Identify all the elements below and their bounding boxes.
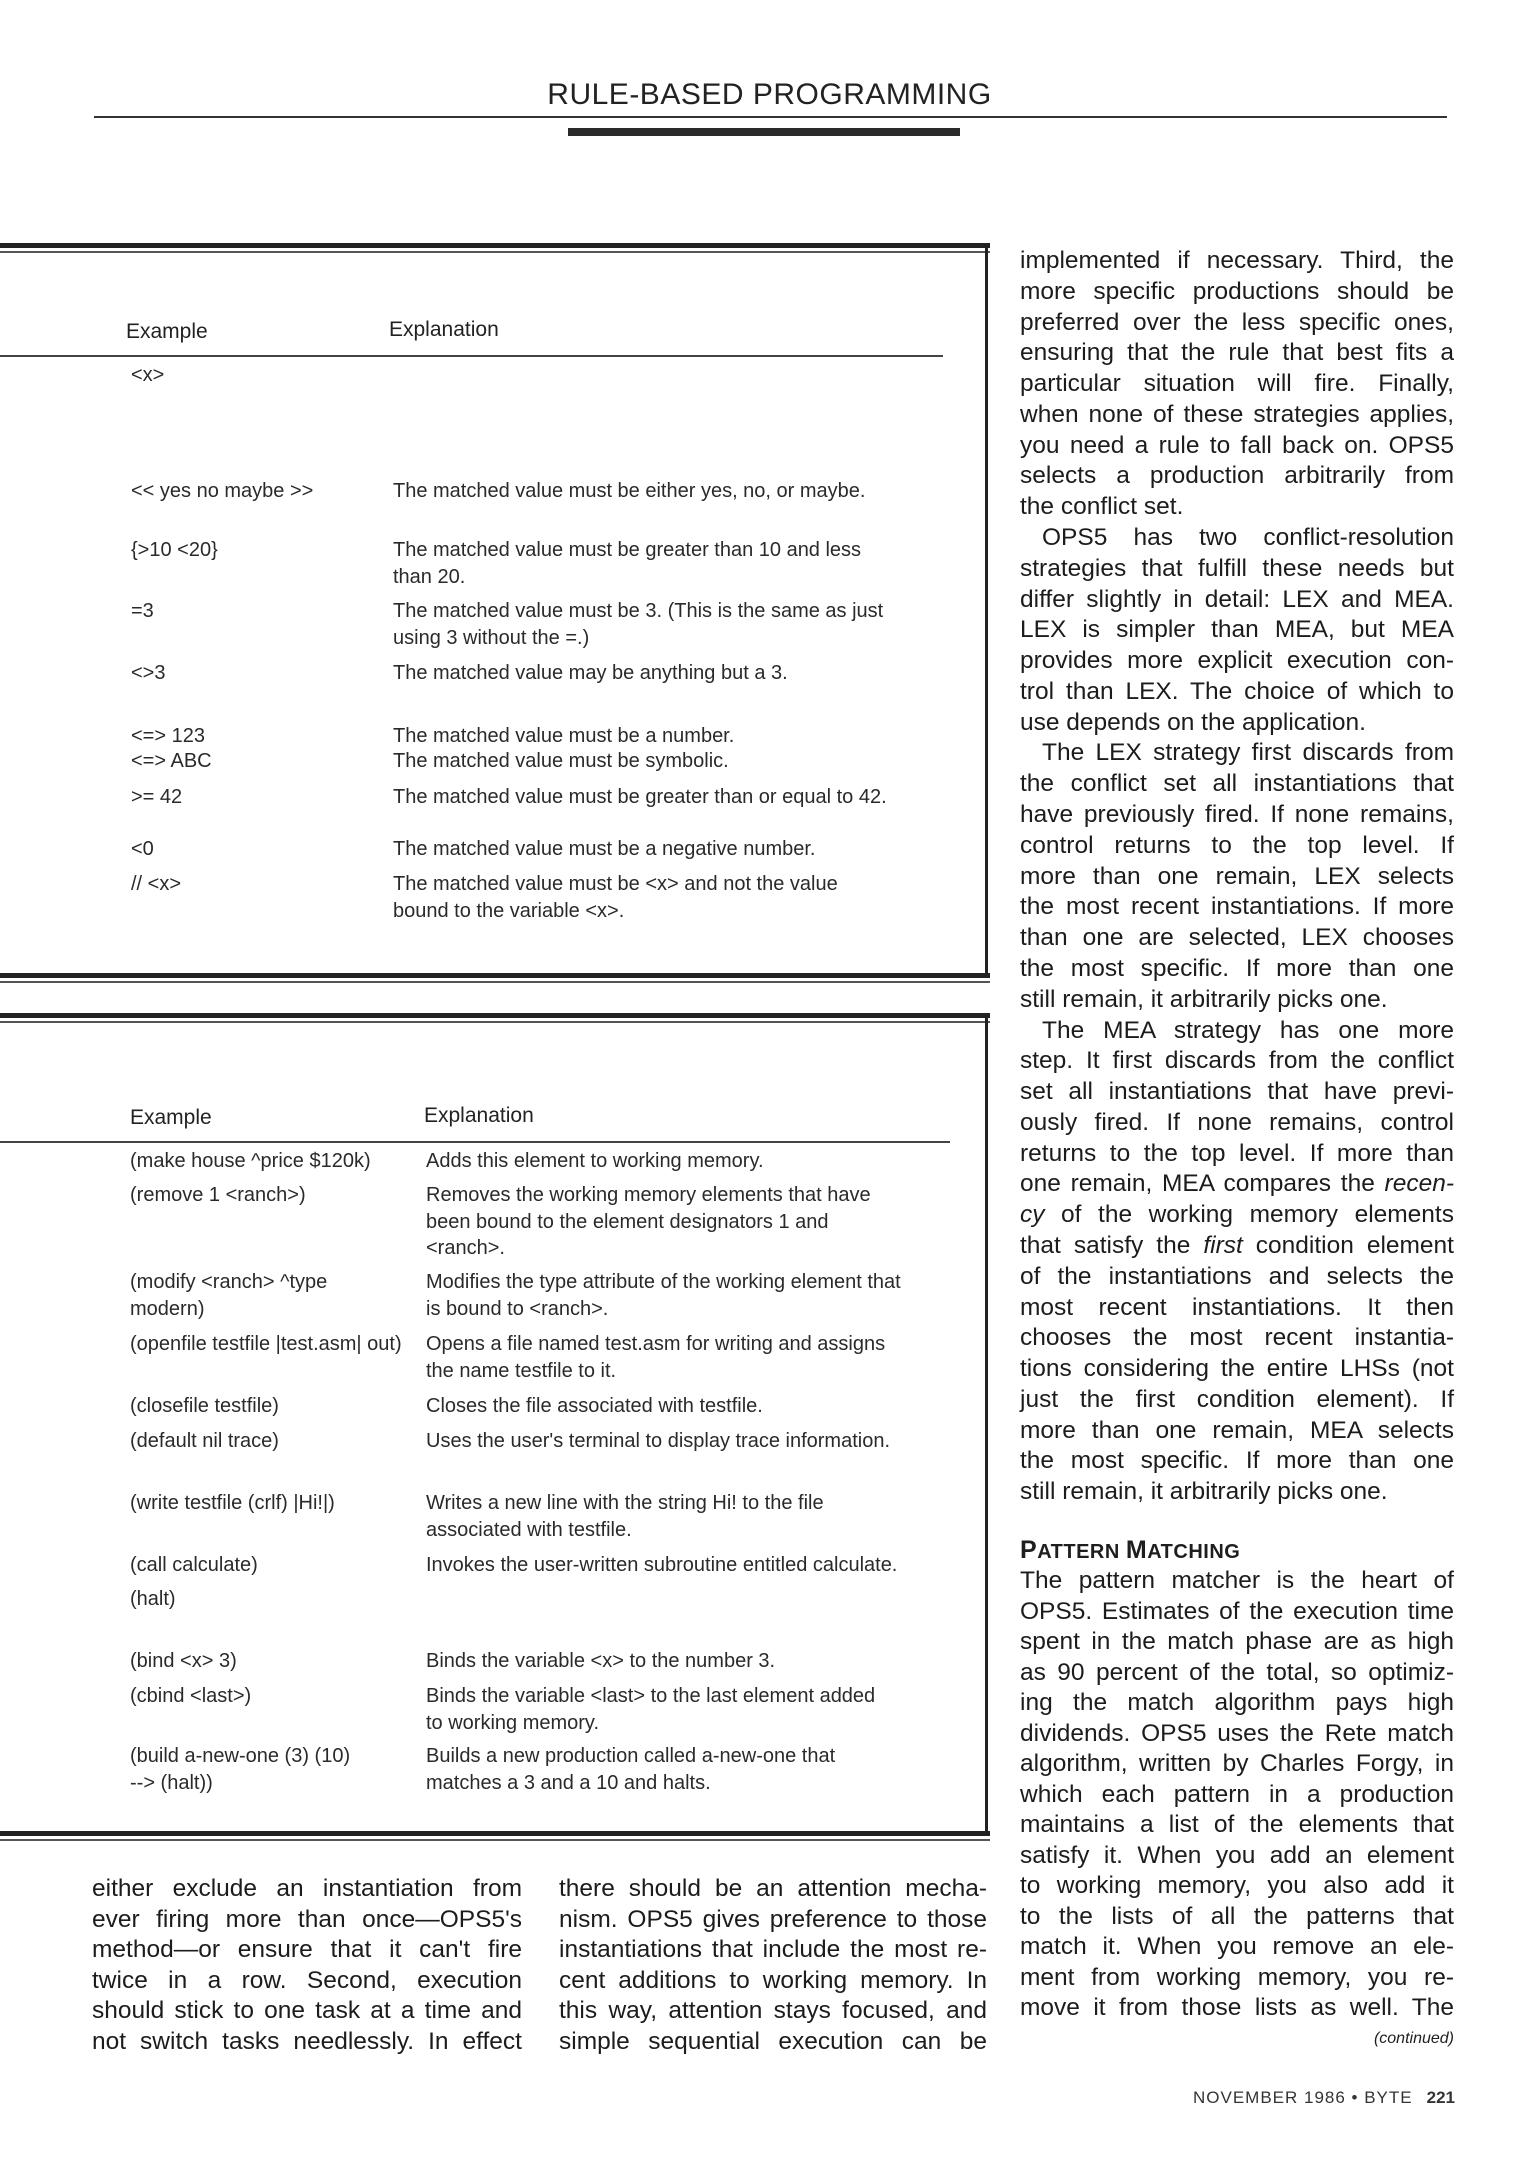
text-line: the conflict set all instantiations that [1020,770,1454,798]
table2-right-border [985,1013,988,1835]
text-line: you need a rule to fall back on. OPS5 [1020,431,1454,459]
text-line: The pattern matcher is the heart of [1020,1567,1454,1594]
text-line [1020,1200,1454,1230]
text-line: returns to the top level. If more than [1020,1139,1454,1167]
text-line: match it. When you remove an ele- [1020,1933,1454,1960]
text-line: method—or ensure that it can't fire [92,1936,522,1964]
example-cell: {>10 <20} [131,539,218,561]
explanation-cell: The matched value must be symbolic. [393,750,729,772]
explanation-cell: Uses the user's terminal to display trace information. [426,1430,891,1452]
table2-top-bar [0,1013,990,1018]
example-cell: (call calculate) [130,1554,258,1576]
text-line: maintains a list of the elements that [1020,1811,1454,1838]
text-line: strategies that fulfill these needs but [1020,554,1454,582]
example-cell: (openfile testfile |test.asm| out) [130,1333,402,1355]
text-line: The LEX strategy first discards from [1042,739,1454,767]
text-line: not switch tasks needlessly. In effect [92,2028,522,2055]
table2-bottom-bar [0,1831,990,1836]
table1-top-rule [0,251,990,253]
text-segment: that satisfy the [1020,1231,1204,1259]
text-line: The MEA strategy has one more [1042,1016,1454,1044]
text-line: provides more explicit execution con- [1020,647,1454,675]
text-line [1020,1231,1454,1261]
text-line: nism. OPS5 gives preference to those [559,1905,987,1933]
text-segment: one remain, MEA compares the [1020,1170,1385,1198]
text-line: implemented if necessary. Third, the [1020,247,1454,274]
text-line: move it from those lists as well. The [1020,1994,1454,2021]
section-heading-pattern-matching [1020,1536,1240,1565]
explanation-cell: Adds this element to working memory. [426,1150,764,1172]
table2-bottom-rule [0,1839,990,1841]
explanation-cell: The matched value may be anything but a 3. [393,662,788,684]
text-line: satisfy it. When you add an element [1020,1841,1454,1869]
text-line: preferred over the less specific ones, [1020,308,1454,336]
text-line: the most specific. If more than one [1020,954,1454,982]
text-line: there should be an attention mecha- [559,1875,987,1902]
text-line: tions considering the entire LHSs (not [1020,1355,1454,1383]
explanation-cell: bound to the variable <x>. [393,899,625,922]
header-bar [568,128,960,136]
heading-part: M [1125,1536,1148,1564]
explanation-cell: The matched value must be <x> and not the value [393,873,838,895]
text-line: algorithm, written by Charles Forgy, in [1020,1750,1454,1777]
example-cell: (modify <ranch> ^type [130,1271,328,1293]
example-cell: (halt) [130,1588,176,1610]
table1-bottom-bar [0,973,990,978]
explanation-cell: to working memory. [426,1711,600,1734]
text-line: still remain, it arbitrarily picks one. [1020,1478,1388,1506]
explanation-cell: The matched value must be greater than or equal to 42. [393,786,887,808]
example-cell: (remove 1 <ranch>) [130,1184,306,1206]
text-line: just the first condition element). If [1020,1385,1454,1413]
explanation-cell: The matched value must be a negative number. [393,838,816,860]
example-cell: modern) [130,1297,205,1320]
text-line: most recent instantiations. It then [1020,1293,1454,1321]
page-footer [1193,2088,1455,2108]
explanation-cell: Modifies the type attribute of the working element that [426,1271,901,1293]
table1-bottom-rule [0,981,990,983]
emphasis-segment: first [1203,1231,1243,1259]
header-rule [94,116,1447,118]
example-cell: <>3 [131,662,166,684]
explanation-cell: Binds the variable <x> to the number 3. [426,1650,776,1672]
table2-top-rule [0,1021,990,1023]
text-line: LEX is simpler than MEA, but MEA [1020,616,1454,644]
explanation-cell: The matched value must be greater than 10 and less [393,539,862,561]
text-line: simple sequential execution can be [559,2028,987,2055]
example-cell: << yes no maybe >> [131,480,314,502]
text-line: control returns to the top level. If [1020,831,1454,859]
example-cell: (closefile testfile) [130,1395,279,1417]
text-line: OPS5 has two conflict-resolution [1042,524,1454,552]
text-line: as 90 percent of the total, so optimiz- [1020,1658,1454,1686]
heading-part: P [1020,1536,1038,1564]
example-cell: (bind <x> 3) [130,1650,237,1672]
explanation-cell: Invokes the user-written subroutine entitled calculate. [426,1554,898,1576]
explanation-cell: The matched value must be either yes, no, or maybe. [393,480,866,502]
example-cell: <x> [131,364,165,386]
issue-date: NOVEMBER 1986 • BYTE [1192,2088,1413,2107]
table1-right-border [985,243,988,978]
text-line: ment from working memory, you re- [1020,1963,1454,1991]
example-cell: // <x> [131,873,182,895]
explanation-cell: <ranch>. [426,1237,505,1259]
text-line: the conflict set. [1020,493,1184,521]
page-number: 221 [1426,2088,1455,2107]
table1-header-rule [0,355,943,357]
text-line: ever firing more than once—OPS5's [92,1905,522,1933]
text-line: trol than LEX. The choice of which to [1020,677,1454,705]
table1-top-bar [0,243,990,248]
heading-part: ATCHING [1147,1541,1241,1563]
text-line: ensuring that the rule that best fits a [1020,339,1454,367]
text-line: use depends on the application. [1020,708,1366,736]
example-cell: <=> 123 [131,725,205,747]
explanation-cell: Opens a file named test.asm for writing and assigns [426,1333,886,1355]
text-line: should stick to one task at a time and [92,1997,522,2025]
example-cell: --> (halt)) [130,1771,213,1794]
text-line: more specific productions should be [1020,277,1454,305]
text-line: when none of these strategies applies, [1020,400,1454,428]
table2-header-example: Example [130,1106,212,1129]
text-line: to the lists of all the patterns that [1020,1902,1454,1930]
explanation-cell: Writes a new line with the string Hi! to the file [426,1492,824,1514]
text-line: step. It first discards from the conflict [1020,1047,1454,1075]
table1-header-explanation: Explanation [389,318,499,341]
explanation-cell: using 3 without the =.) [393,626,590,649]
example-cell: (default nil trace) [130,1430,279,1452]
text-line: particular situation will fire. Finally, [1020,370,1454,398]
example-cell: <0 [131,838,154,860]
text-line: more than one remain, LEX selects [1020,862,1454,890]
example-cell: (cbind <last>) [130,1685,252,1707]
explanation-cell: The matched value must be 3. (This is the same as just [393,600,884,622]
example-cell: (write testfile (crlf) |Hi!|) [130,1492,335,1514]
text-line: the most specific. If more than one [1020,1447,1454,1475]
explanation-cell: associated with testfile. [426,1518,632,1541]
text-line: this way, attention stays focused, and [559,1997,987,2025]
emphasis-segment: recen- [1384,1170,1454,1198]
explanation-cell: Removes the working memory elements that have [426,1184,871,1206]
explanation-cell: Builds a new production called a-new-one that [426,1745,836,1767]
explanation-cell: Binds the variable <last> to the last element added [426,1685,876,1707]
explanation-cell: the name testfile to it. [426,1359,617,1382]
explanation-cell: matches a 3 and a 10 and halts. [426,1771,711,1794]
example-cell: (make house ^price $120k) [130,1150,371,1172]
table2-header-explanation: Explanation [424,1104,534,1127]
text-line [1020,1169,1454,1199]
table2-header-rule [0,1141,950,1143]
table1-header-example: Example [126,320,208,343]
explanation-cell: Closes the file associated with testfile. [426,1395,763,1417]
text-line: of the instantiations and selects the [1020,1262,1454,1290]
example-cell: (build a-new-one (3) (10) [130,1745,351,1767]
text-line: selects a production arbitrarily from [1020,462,1454,490]
text-line: spent in the match phase are as high [1020,1628,1454,1655]
explanation-cell: is bound to <ranch>. [426,1297,609,1320]
text-line: ing the match algorithm pays high [1020,1689,1454,1716]
text-line: differ slightly in detail: LEX and MEA. [1020,585,1454,613]
text-line: twice in a row. Second, execution [92,1966,522,1994]
example-cell: =3 [131,600,154,622]
explanation-cell: than 20. [393,565,466,588]
example-cell: <=> ABC [131,750,212,772]
text-line: still remain, it arbitrarily picks one. [1020,985,1388,1013]
text-line: cent additions to working memory. In [559,1966,987,1994]
text-line: set all instantiations that have previ- [1020,1078,1454,1106]
heading-part: ATTERN [1037,1541,1126,1563]
emphasis-segment: cy [1020,1201,1045,1229]
text-line: more than one remain, MEA selects [1020,1416,1454,1444]
running-head: RULE-BASED PROGRAMMING [547,78,992,111]
explanation-cell: been bound to the element designators 1 and [426,1210,829,1233]
continued-note: (continued) [1373,2030,1454,2047]
explanation-cell: The matched value must be a number. [393,725,735,747]
text-line: have previously fired. If none remains, [1020,801,1454,829]
text-line: either exclude an instantiation from [92,1875,522,1902]
text-line: the most recent instantiations. If more [1020,893,1454,921]
text-segment: of the working memory elements [1044,1201,1454,1229]
text-line: dividends. OPS5 uses the Rete match [1020,1719,1454,1747]
text-line: instantiations that include the most re- [559,1936,987,1964]
example-cell: >= 42 [131,786,183,808]
text-line: ously fired. If none remains, control [1020,1108,1454,1136]
text-line: chooses the most recent instantia- [1020,1324,1454,1352]
text-line: to working memory, you also add it [1020,1872,1454,1899]
text-segment: condition element [1242,1231,1454,1259]
text-line: OPS5. Estimates of the execution time [1020,1597,1454,1625]
text-line: than one are selected, LEX chooses [1020,924,1454,952]
text-line: which each pattern in a production [1020,1780,1454,1808]
